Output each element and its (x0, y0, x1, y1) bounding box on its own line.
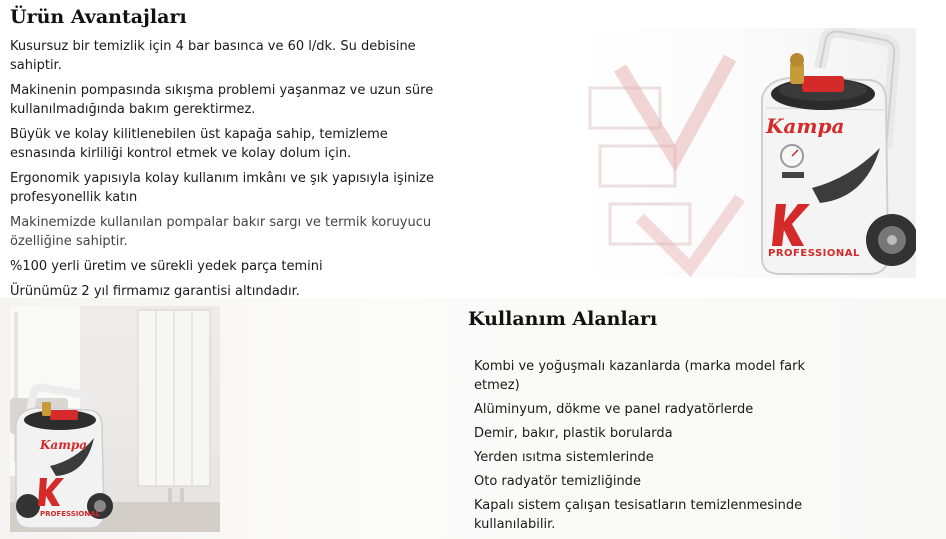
cleaning-machine (762, 32, 916, 274)
model-label: PROFESSIONAL (40, 510, 101, 518)
usage-item: Alüminyum, dökme ve panel radyatörlerde (474, 402, 754, 417)
usage-item: Demir, bakır, plastik borularda (474, 426, 673, 441)
advantage-item: Ürünümüz 2 yıl firmamız garantisi altındadır. (10, 284, 300, 299)
product-image (580, 28, 916, 278)
room-illustration (10, 306, 220, 532)
usage-item: Oto radyatör temizliğinde (474, 474, 641, 489)
product-illustration (580, 28, 916, 278)
advantage-item: Büyük ve kolay kilitlenebilen üst kapağa sahip, temizleme esnasında kirliliği kontrol etmek ve kolay dolum için. (10, 127, 388, 161)
usage-item: Yerden ısıtma sistemlerinde (474, 450, 654, 465)
advantages-list (10, 37, 440, 307)
checkmark-icon (620, 58, 730, 158)
room-product-image (10, 306, 220, 532)
brand-label: Kampa (766, 114, 845, 138)
advantage-item: Makinemizde kullanılan pompalar bakır sargı ve termik koruyucu özelliğine sahiptir. (10, 215, 432, 249)
brand-label: Kampa (40, 438, 88, 452)
advantage-item: Ergonomik yapısıyla kolay kullanım imkânı ve şık yapısıyla işinize profesyonellik katın (10, 171, 434, 205)
advantage-item: Kusursuz bir temizlik için 4 bar basınca ve 60 l/dk. Su debisine sahiptir. (10, 39, 416, 73)
usage-item: Kapalı sistem çalışan tesisatların temizlenmesinde kullanılabilir. (474, 498, 803, 532)
advantages-title: Ürün Avantajları (10, 6, 187, 28)
model-label: PROFESSIONAL (768, 248, 860, 259)
radiator-icon (138, 310, 210, 502)
advantage-item: Makinenin pompasında sıkışma problemi yaşanmaz ve uzun süre kullanılmadığında bakım gerektirmez. (10, 83, 434, 117)
usage-list (474, 357, 854, 539)
advantage-item: %100 yerli üretim ve sürekli yedek parça temini (10, 259, 323, 274)
usage-title: Kullanım Alanları (468, 308, 658, 330)
usage-item: Kombi ve yoğuşmalı kazanlarda (marka model fark etmez) (474, 359, 806, 393)
